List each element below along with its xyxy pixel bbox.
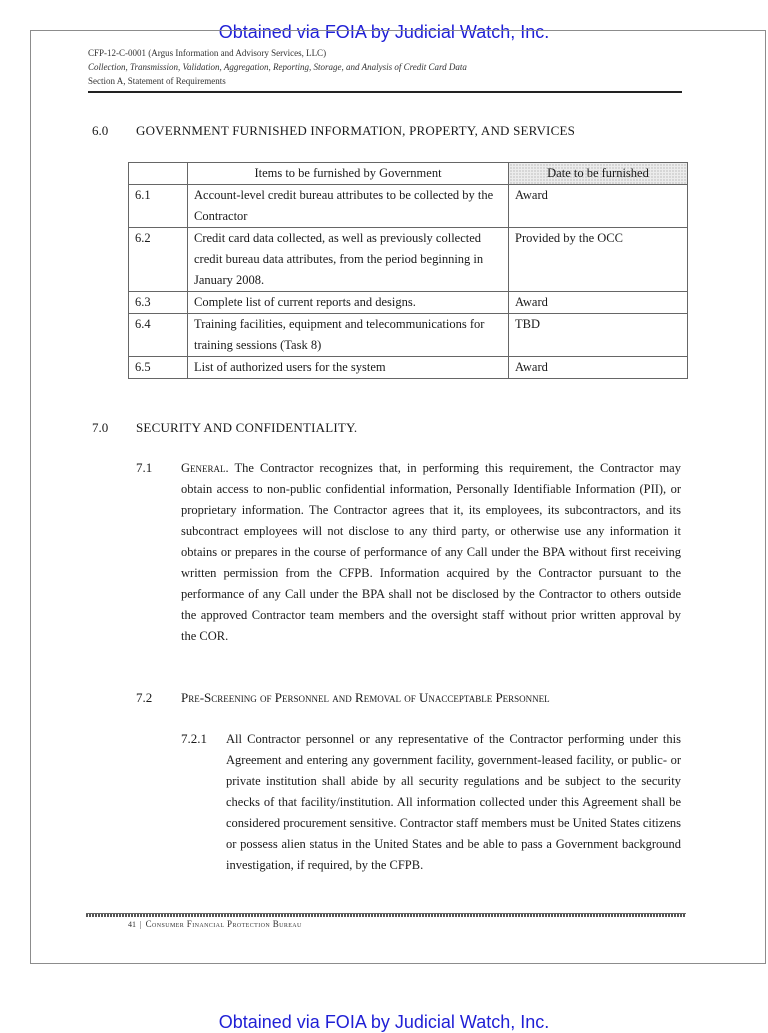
table-row <box>129 292 688 314</box>
row-date: Award <box>509 292 688 314</box>
table-row <box>129 228 688 292</box>
row-item: Training facilities, equipment and telecommunications for training sessions (Task 8) <box>188 314 509 357</box>
table-row <box>129 314 688 357</box>
section-7-2-1-number: 7.2.1 <box>181 731 207 746</box>
section-7-1-number: 7.1 <box>136 460 153 475</box>
row-number: 6.4 <box>129 314 188 357</box>
section-7-number: 7.0 <box>92 420 109 435</box>
contract-number: CFP-12-C-0001 (Argus Information and Advisory Services, LLC) <box>88 48 327 58</box>
furnished-items-table <box>128 162 688 379</box>
row-date: Award <box>509 357 688 379</box>
section-7-1-text: The Contractor recognizes that, in performing this requirement, the Contractor may obtain access to non-public confidential information, Personally Identifiable Information (PII), or proprietary information. The Contractor agrees that it, its employees, its subcontractors, and its subcontract employees will not disclose to any third party, or otherwise use any information it obtains or prepares in the course of performance of any Call under the BPA without first receiving written permission from the CFPB. Information acquired by the Contractor pursuant to the performance of any Call under the BPA shall not be disclosed by the Contractor to others outside the approved Contractor team members and the oversight staff without prior written approval by the COR. <box>181 461 681 643</box>
row-number: 6.2 <box>129 228 188 292</box>
table-header-items: Items to be furnished by Government <box>188 163 509 185</box>
row-item: Account-level credit bureau attributes to be collected by the Contractor <box>188 185 509 228</box>
section-6-number: 6.0 <box>92 123 109 138</box>
section-7-1-lead: General. <box>181 461 229 475</box>
table-header-row <box>129 163 688 185</box>
row-date: Award <box>509 185 688 228</box>
table-row <box>129 185 688 228</box>
footer-separator: | <box>140 920 142 929</box>
section-7-title: SECURITY AND CONFIDENTIALITY. <box>136 420 358 435</box>
table-header-date: Date to be furnished <box>509 163 688 185</box>
row-item: Credit card data collected, as well as previously collected credit bureau data attributes, from the period beginning in January 2008. <box>188 228 509 292</box>
section-label-text: Section A, Statement of Requirements <box>88 76 226 86</box>
row-number: 6.3 <box>129 292 188 314</box>
section-7-2-title: Pre-Screening of Personnel and Removal of Unacceptable Personnel <box>181 690 550 705</box>
page-footer <box>128 919 302 929</box>
row-item: Complete list of current reports and designs. <box>188 292 509 314</box>
section-7-1-paragraph <box>181 458 681 647</box>
foia-watermark-bottom: Obtained via FOIA by Judicial Watch, Inc. <box>218 1012 550 1032</box>
footer-agency: Consumer Financial Protection Bureau <box>145 919 302 929</box>
section-label <box>88 74 682 88</box>
footer-rule <box>86 913 686 917</box>
contract-subject: Collection, Transmission, Validation, Aggregation, Reporting, Storage, and Analysis of Credit Card Data <box>88 62 467 72</box>
row-date: TBD <box>509 314 688 357</box>
section-7-2-number: 7.2 <box>136 690 153 705</box>
foia-watermark-top: Obtained via FOIA by Judicial Watch, Inc. <box>218 22 550 42</box>
row-number: 6.1 <box>129 185 188 228</box>
table-header-num <box>129 163 188 185</box>
document-header <box>88 46 682 88</box>
table-row <box>129 357 688 379</box>
section-6-title: GOVERNMENT FURNISHED INFORMATION, PROPERTY, AND SERVICES <box>136 123 576 138</box>
row-item: List of authorized users for the system <box>188 357 509 379</box>
row-date: Provided by the OCC <box>509 228 688 292</box>
row-number: 6.5 <box>129 357 188 379</box>
page-number: 41 <box>128 920 136 929</box>
section-7-2-1-paragraph: All Contractor personnel or any representative of the Contractor performing under this Agreement and entering any government facility, government-leased facility, or public- or private institution shall abide by all security regulations and be subject to the security checks of that facility/institution. All information collected under this Agreement shall be considered procurement sensitive. Contractor staff members must be United States citizens or possess alien status in the United States and be able to pass a Government background investigation, if required, by the CFPB. <box>226 732 681 872</box>
header-rule <box>88 91 682 93</box>
